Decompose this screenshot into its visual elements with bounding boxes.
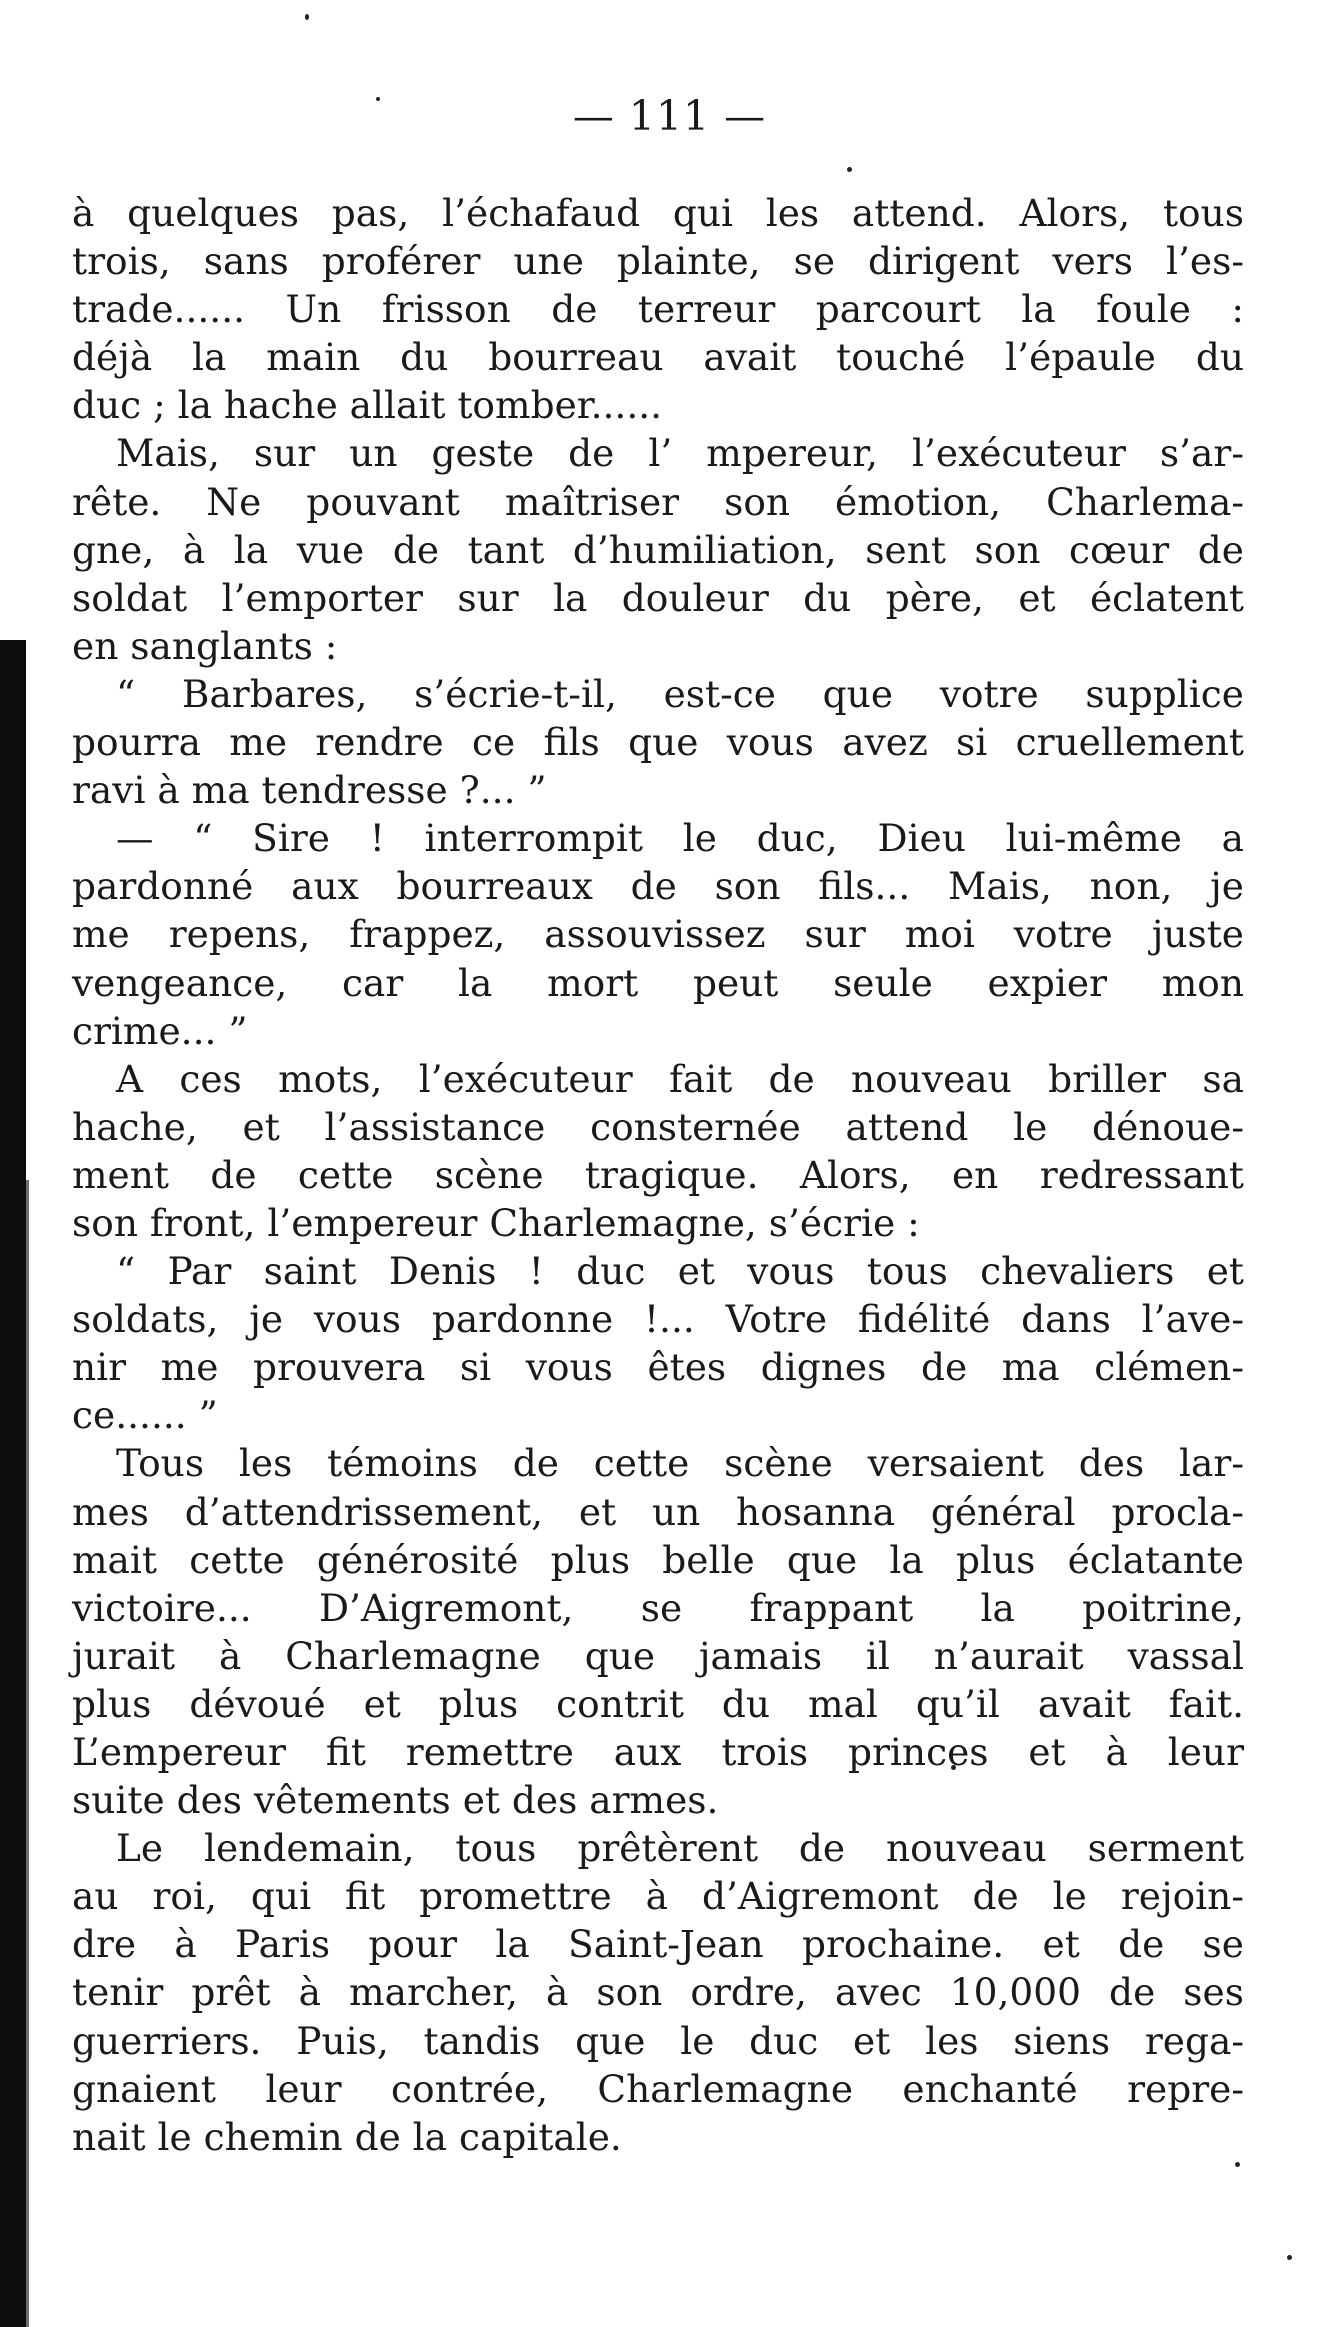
print-speck bbox=[305, 14, 309, 20]
text-line: crime... ” bbox=[72, 1008, 248, 1053]
text-line: Tous les témoins de cette scène versaient des lar- bbox=[116, 1441, 1244, 1486]
text-line: — “ Sire ! interrompit le duc, Dieu lui-même a bbox=[116, 816, 1244, 861]
text-line: pardonné aux bourreaux de son fils... Mais, non, je bbox=[72, 864, 1244, 909]
text-line: plus dévoué et plus contrit du mal qu’il avait fait. bbox=[72, 1681, 1244, 1726]
text-line: rête. Ne pouvant maîtriser son émotion, Charlema- bbox=[72, 479, 1244, 524]
text-line: ment de cette scène tragique. Alors, en redressant bbox=[72, 1152, 1244, 1197]
text-line: tenir prêt à marcher, à son ordre, avec 10,000 de ses bbox=[72, 1970, 1244, 2015]
text-line: suite des vêtements et des armes. bbox=[72, 1778, 719, 1823]
text-line: duc ; la hache allait tomber...... bbox=[72, 383, 663, 428]
text-line: gne, à la vue de tant d’humiliation, sent son cœur de bbox=[72, 527, 1244, 572]
text-line: “ Par saint Denis ! duc et vous tous chevaliers et bbox=[116, 1249, 1244, 1294]
text-line: Mais, sur un geste de l’ mpereur, l’exécuteur s’ar- bbox=[116, 431, 1244, 476]
text-line: pourra me rendre ce fils que vous avez si cruellement bbox=[72, 720, 1244, 765]
text-line: me repens, frappez, assouvissez sur moi votre juste bbox=[72, 912, 1244, 957]
text-line: “ Barbares, s’écrie-t-il, est-ce que votre supplice bbox=[116, 671, 1244, 716]
page-number: — 111 — bbox=[572, 92, 767, 140]
text-line: au roi, qui fit promettre à d’Aigremont de le rejoin- bbox=[72, 1874, 1244, 1919]
text-line: soldat l’emporter sur la douleur du père, et éclatent bbox=[72, 575, 1244, 620]
print-speck bbox=[847, 167, 852, 172]
text-line: à quelques pas, l’échafaud qui les attend. Alors, tous bbox=[72, 191, 1244, 235]
text-line: mes d’attendrissement, et un hosanna général procla- bbox=[72, 1489, 1244, 1534]
text-line: ce...... ” bbox=[72, 1393, 218, 1438]
text-line: trade...... Un frisson de terreur parcourt la foule : bbox=[72, 287, 1244, 332]
text-line: en sanglants : bbox=[72, 623, 338, 668]
print-speck bbox=[1235, 2162, 1240, 2167]
text-line: ravi à ma tendresse ?... ” bbox=[72, 768, 547, 813]
binding-shadow bbox=[0, 640, 26, 2327]
text-line: vengeance, car la mort peut seule expier mon bbox=[72, 960, 1244, 1005]
body-text bbox=[72, 189, 1244, 2161]
binding-shadow-edge bbox=[26, 1180, 29, 2327]
text-line: soldats, je vous pardonne !... Votre fidélité dans l’ave- bbox=[72, 1297, 1244, 1342]
text-line: Le lendemain, tous prêtèrent de nouveau serment bbox=[116, 1826, 1244, 1871]
text-line: victoire... D’Aigremont, se frappant la poitrine, bbox=[72, 1585, 1244, 1630]
text-line: hache, et l’assistance consternée attend le dénoue- bbox=[72, 1104, 1244, 1149]
text-line: mait cette générosité plus belle que la plus éclatante bbox=[72, 1537, 1244, 1582]
text-line: nir me prouvera si vous êtes dignes de ma clémen- bbox=[72, 1345, 1244, 1390]
text-line: jurait à Charlemagne que jamais il n’aurait vassal bbox=[72, 1633, 1244, 1678]
text-line: nait le chemin de la capitale. bbox=[72, 2114, 622, 2159]
print-speck bbox=[1287, 2255, 1292, 2260]
text-line: L’empereur fit remettre aux trois princes et à leur bbox=[72, 1730, 1244, 1774]
text-line: gnaient leur contrée, Charlemagne enchanté repre- bbox=[72, 2066, 1244, 2111]
text-line: guerriers. Puis, tandis que le duc et les siens rega- bbox=[72, 2018, 1244, 2063]
text-line: déjà la main du bourreau avait touché l’épaule du bbox=[72, 335, 1244, 380]
text-line: dre à Paris pour la Saint-Jean prochaine. et de se bbox=[72, 1922, 1244, 1967]
text-line: son front, l’empereur Charlemagne, s’écrie : bbox=[72, 1200, 920, 1245]
text-line: A ces mots, l’exécuteur fait de nouveau briller sa bbox=[116, 1056, 1244, 1101]
text-line: trois, sans proférer une plainte, se dirigent vers l’es- bbox=[72, 239, 1244, 284]
